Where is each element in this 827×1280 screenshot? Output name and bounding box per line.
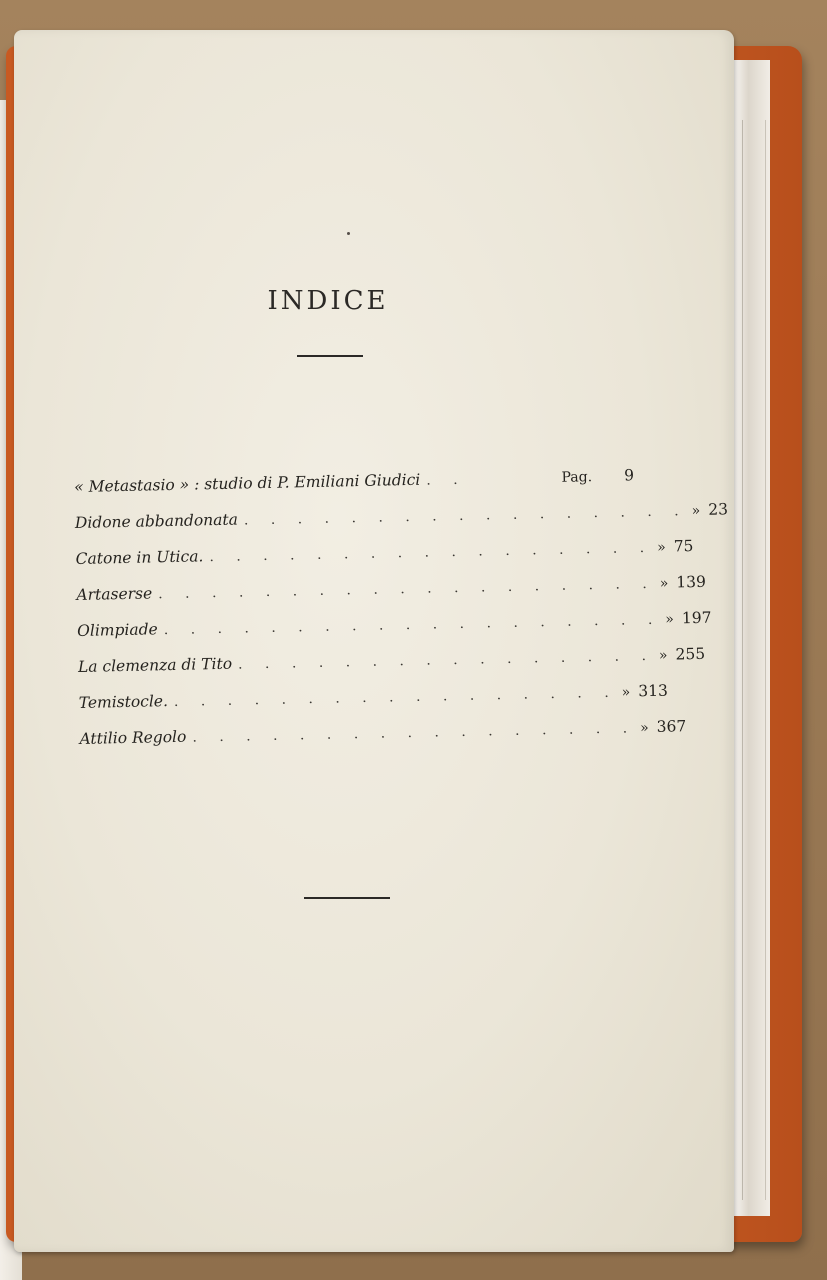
toc-dot-leader: . . . . . . . . . . . . . . . . . (243, 503, 688, 529)
page-title: INDICE (267, 286, 389, 316)
toc-entry-title: Olimpiade (77, 620, 158, 640)
toc-dot-leader: . . . . . . . . . . . . . . . . (237, 647, 656, 673)
toc-dot-leader: . . . . . . . . . . . . . . . . . (192, 720, 637, 746)
toc-entry-title: Temistocle. (78, 692, 169, 712)
toc-page-marker: » (657, 539, 666, 556)
toc-page-marker: » (665, 611, 675, 628)
toc-dot-leader: . . . . . . . . . . . . . . . . . . . (158, 575, 656, 603)
toc-entry-title: Didone abbandonata (74, 510, 239, 532)
toc-page-number: 23 (708, 500, 729, 519)
toc-page-number: 367 (656, 717, 687, 736)
toc-dot-leader: . . . . . . . . . . . . . . . . . (173, 684, 618, 710)
toc-entry-title: Artaserse (76, 584, 153, 604)
toc-entry-title: « Metastasio » : studio di P. Emiliani Giudici (74, 470, 421, 496)
page-stack-rule (742, 120, 766, 1200)
toc-page-number: 255 (675, 644, 706, 664)
toc-entry-title: Attilio Regolo (79, 727, 187, 748)
toc-dot-leader: . . . . . . . . . . . . . . . . . . . (163, 611, 662, 639)
toc-page-marker: » (659, 575, 669, 592)
toc-page-number: 313 (638, 681, 669, 701)
toc-dot-leader: . . (426, 471, 467, 489)
toc-page-marker: » (639, 720, 649, 737)
page-speck (347, 232, 350, 235)
toc-page-number: 197 (681, 608, 712, 628)
toc-page-marker: » (658, 647, 668, 664)
toc-page-marker: » (621, 684, 631, 701)
title-rule (297, 355, 363, 357)
toc-page-number: 75 (673, 537, 694, 556)
toc-entry-title: La clemenza di Tito (77, 654, 233, 676)
toc-page-marker: Pag. (561, 469, 593, 486)
table-of-contents (74, 466, 729, 766)
toc-page-marker: » (691, 502, 701, 520)
toc-page-number: 9 (624, 466, 635, 485)
toc-dot-leader: . . . . . . . . . . . . . . . . . (209, 539, 654, 566)
closing-rule (304, 897, 390, 899)
toc-entry-title: Catone in Utica. (75, 547, 204, 568)
toc-page-number: 139 (676, 572, 707, 592)
